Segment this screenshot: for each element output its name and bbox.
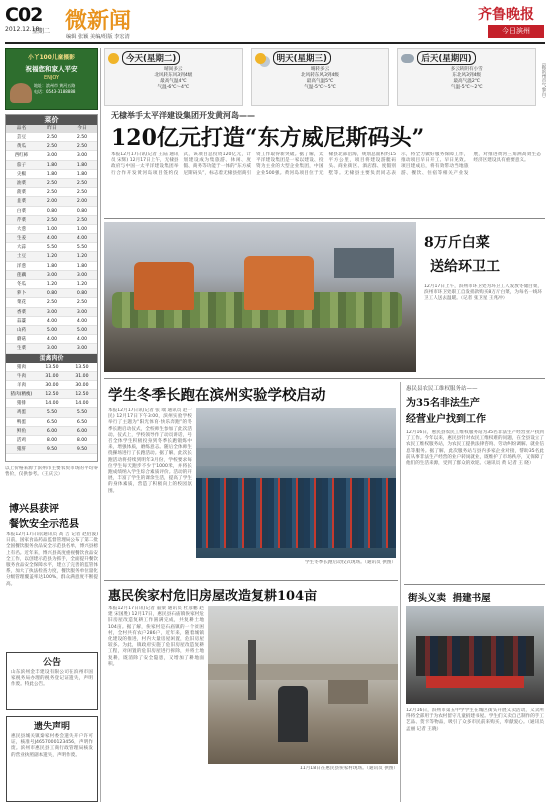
price-row — [6, 298, 97, 307]
main-rule — [104, 218, 545, 219]
ad-enjoy: ENJOY — [43, 75, 60, 81]
price-cell-name: 鸡蛋 — [16, 410, 27, 416]
price-row — [6, 427, 97, 436]
price-row — [6, 436, 97, 445]
street-photo — [406, 606, 544, 704]
main-kicker: 无棣举手太平洋建设集团开发黄河岛—— — [111, 111, 255, 120]
page-number: C02 — [5, 4, 43, 26]
price-row — [6, 408, 97, 417]
price-cell-today: 6.50 — [76, 419, 88, 425]
ad-photos — [6, 81, 97, 105]
price-cell-name: 大葱 — [16, 226, 27, 232]
price-cell-name: 莲藕 — [16, 272, 27, 278]
price-cell-yesterday: 8.00 — [46, 438, 58, 443]
price-cell-yesterday: 2.50 — [46, 135, 58, 140]
demolition-line — [208, 664, 398, 680]
illegal-headline-2: 经营业户找到工作 — [406, 414, 486, 425]
poverty-body-right — [208, 776, 398, 802]
lost-box — [6, 716, 98, 802]
price-cell-yesterday: 2.00 — [46, 199, 58, 205]
price-cell-yesterday: 3.00 — [46, 272, 58, 278]
price-cell-today: 1.80 — [76, 162, 88, 168]
runners-crowd — [196, 478, 396, 548]
price-cell-yesterday: 3.00 — [46, 309, 58, 315]
price-cell-today: 4.00 — [76, 236, 88, 242]
col-yesterday: 昨日 — [47, 126, 57, 131]
cabbage-headline-2: 送给环卫工 — [430, 259, 500, 275]
street-body: 12月16日，滨州市第五中学学生在城区街头开展义卖活动，义卖所得将全部用于为农村留守儿童捐建书屋。学生们义卖自己制作的手工艺品、贺卡等物品，吸引了众多市民前来购买，奉献爱心。（通讯员 孟丽 记者 王晓） — [406, 708, 544, 732]
meat-rows — [6, 363, 97, 455]
price-cell-name: 猪肉(精瘦) — [10, 392, 33, 398]
price-cell-name: 生菜 — [16, 346, 27, 352]
price-cell-name: 大蒜 — [16, 245, 27, 251]
price-cell-name: 生姜 — [16, 236, 27, 242]
price-cell-name: 蘑菇 — [16, 337, 27, 343]
price-row — [6, 161, 97, 170]
price-cell-yesterday: 4.00 — [46, 318, 58, 324]
price-cell-yesterday: 2.50 — [46, 190, 58, 196]
price-cell-today: 3.00 — [76, 272, 88, 278]
price-cell-yesterday: 3.00 — [46, 153, 58, 159]
tree — [248, 640, 256, 700]
price-cell-today: 2.50 — [76, 190, 88, 196]
price-panel — [5, 114, 98, 462]
price-cell-today: 4.00 — [76, 337, 88, 343]
issue-date: 2012.12.18 — [5, 26, 40, 33]
meat-title: 蛋禽肉价 — [6, 354, 97, 363]
price-row — [6, 133, 97, 142]
price-cell-yesterday: 1.20 — [46, 282, 58, 287]
price-cell-today: 0.80 — [76, 208, 88, 214]
price-cell-today: 30.00 — [75, 382, 89, 388]
price-cell-today: 1.00 — [76, 226, 88, 232]
price-cell-name: 猪排 — [16, 401, 27, 407]
notice-body: 山东滨州金丰建设有限公司在滨州市国家税务局办理的税务登记证遗失，声明作废。特此公告。 — [11, 670, 93, 688]
price-row — [6, 142, 97, 151]
price-cell-today: 1.80 — [76, 171, 88, 177]
price-cell-yesterday: 2.50 — [46, 180, 58, 186]
notice-title: 公告 — [42, 658, 61, 668]
paper-name: 齐鲁晚报 — [478, 7, 534, 23]
charity-banner — [426, 676, 524, 688]
price-cell-today: 13.50 — [75, 364, 89, 370]
ad-slogan: 祝福您和家人平安 — [25, 65, 78, 73]
ad-title: 小丫100儿童摄影 — [28, 55, 75, 61]
weather-range: 气温-5℃～5℃ — [304, 85, 336, 90]
price-cell-yesterday: 4.00 — [46, 236, 58, 242]
price-cell-yesterday: 5.50 — [46, 245, 58, 251]
poverty-body: 本报12月17日讯(记者 董梁 通讯员 杜彦鹏 赵建 宋国胜) 12月17日，惠民县石庙镇俟家村危旧房屋改造复耕工作圆满完成，共复耕土地104亩。据了解，俟家村是石庙镇的一个贫困村，全村共有农户286户，近年来，随着城镇化建设的推进，村内大量房屋闲置，危旧房屋较多。为此，镇政府实施了危旧房屋改造复耕工程，对闲置的危旧房屋进行拆除，并将土地复耕，既消除了安全隐患，又增加了耕地面积。 — [108, 606, 204, 667]
lost-title: 遗失声明 — [33, 722, 70, 732]
weather-title: 今天(星期二) — [122, 51, 180, 65]
masthead-rule — [5, 42, 545, 44]
price-cell-name: 鸭蛋 — [16, 419, 27, 425]
weather-card-dayafter — [397, 48, 536, 106]
price-cell-today: 12.50 — [75, 392, 89, 398]
price-cell-name: 白菜 — [16, 208, 27, 214]
students-group — [416, 636, 534, 676]
price-cell-yesterday: 3.00 — [46, 346, 58, 352]
poverty-headline: 惠民俟家村危旧房屋改造复耕104亩 — [108, 589, 318, 604]
price-cell-today: 3.00 — [76, 309, 88, 315]
weather-title: 明天(星期三) — [273, 51, 331, 65]
price-cell-today: 2.50 — [76, 180, 88, 186]
weather-panel — [104, 48, 536, 106]
price-cell-name: 冬瓜 — [16, 282, 27, 287]
ad-box — [5, 48, 98, 110]
price-cell-name: 香菜 — [16, 309, 27, 315]
weather-high: 最高气温5℃ — [306, 79, 334, 84]
school-body-cont — [108, 536, 192, 576]
price-row — [6, 399, 97, 408]
school-body: 本报12月17日讯(记者 张 端 通讯员 赵一民) 12月17日下午3:00，滨州实验学校举行了主题为“阳光体育·快乐奔跑”的冬季长跑启动仪式，全校师生参加了此次活动。仪式上，学校领导作了动员讲话，号召全体学生积极投身到冬季长跑锻炼中来，增强体质，磨练意志。随后全体师生绕操场进行了长跑活动。据了解，此次长跑活动将持续到明年3月份，学校要求每位学生每天跑步不少于1000米，并将长跑成绩纳入学生综合素质评价。活动的开展，丰富了学生的课余生活，提高了学生的身体素质，营造了积极向上的校园氛围。 — [108, 408, 192, 494]
cabbage-photo — [104, 222, 416, 372]
ad-child-photo — [10, 83, 32, 103]
illegal-headline-1: 为35名非法生产 — [406, 398, 480, 409]
price-row — [6, 234, 97, 243]
right-col-divider — [400, 382, 401, 802]
price-cell-today: 2.50 — [76, 135, 88, 140]
main-headline: 120亿元打造“东方威尼斯码头” — [111, 125, 425, 151]
school-photo — [196, 408, 396, 558]
price-cell-yesterday: 9.50 — [46, 447, 58, 453]
price-cell-name: 芸豆 — [16, 135, 27, 140]
price-cell-name: 芹菜 — [16, 217, 27, 223]
sun-cloud-icon — [255, 53, 266, 64]
price-cell-name: 菠菜 — [16, 190, 27, 196]
cabbage-rule — [104, 378, 545, 379]
price-cell-yesterday: 6.00 — [46, 428, 58, 434]
boxing-body: 本报12月17日讯(通讯员 高 吉 记者 赵佰波)日前，国家食品药品监督管理局公布了第二批全国餐饮服务食品安全示范县名单，博兴县榜上有名。近年来，博兴县高度重视餐饮食品安全工作，以创建示范县为抓手，全面提升餐饮服务食品安全保障水平，建立了完善的监管体系，加大了执法检查力度，餐饮服务单位量化分级管理覆盖率达100%，群众满意度不断提高。 — [6, 532, 98, 587]
price-row — [6, 308, 97, 317]
price-cell-yesterday: 6.50 — [46, 419, 58, 425]
price-row — [6, 179, 97, 188]
notice-box — [6, 652, 98, 710]
weather-high: 最高气温4℃ — [160, 79, 187, 84]
price-cell-yesterday: 5.50 — [46, 410, 58, 416]
price-cell-name: 茄子 — [16, 162, 27, 168]
price-cell-yesterday: 2.50 — [46, 144, 58, 150]
boxing-headline-2: 餐饮安全示范县 — [9, 519, 79, 530]
price-row — [6, 243, 97, 252]
price-cell-yesterday: 1.20 — [46, 254, 58, 260]
price-cell-today: 9.50 — [76, 447, 88, 453]
weather-wind: 北风转东风3到4级 — [301, 73, 340, 78]
weather-wind: 北风转东风3到4级 — [154, 73, 193, 78]
editors-credit: 编辑 张颖 美编/组版 李宏清 — [66, 34, 130, 40]
weather-desc: 晴间多云 — [164, 67, 183, 72]
price-cell-today: 0.80 — [76, 291, 88, 297]
illegal-kicker: 惠民县农民工维权服务站—— — [406, 386, 478, 392]
paper-sub-badge: 今日滨州 — [488, 25, 544, 38]
price-row — [6, 363, 97, 372]
price-cell-yesterday: 1.00 — [46, 226, 58, 232]
price-row — [6, 289, 97, 298]
price-cell-yesterday: 30.00 — [45, 382, 59, 388]
price-cell-yesterday: 1.80 — [46, 171, 58, 177]
weather-source: （据滨州市气象台） — [541, 60, 546, 101]
price-row — [6, 280, 97, 289]
illegal-body: 12月16日，惠民县农民工维权服务站为35名非法生产经营业户找到了工作。今年以来，惠民县针对农民工维权难的问题，在全县设立了农民工维权服务站，为农民工提供法律咨询、劳动纠纷调解、就业信息等服务。据了解，此次服务站与县内多家企业对接，帮助35名此前从事非法生产经营的业户转岗就业，既维护了市场秩序，又保障了他们的生活来源，受到了群众的欢迎。（通讯员 黄 记者 王 晓） — [406, 430, 544, 467]
price-cell-yesterday: 14.00 — [45, 401, 59, 407]
price-cell-yesterday: 0.80 — [46, 208, 58, 214]
price-cell-today: 31.00 — [75, 373, 89, 379]
weather-desc: 多云转阴有小雪 — [450, 67, 483, 72]
price-cell-yesterday: 1.80 — [46, 263, 58, 269]
price-row — [6, 335, 97, 344]
price-row — [6, 418, 97, 427]
price-cell-today: 5.00 — [76, 327, 88, 333]
price-cell-name: 猪肉 — [16, 364, 27, 370]
price-cell-today: 2.00 — [76, 199, 88, 205]
price-cell-yesterday: 1.80 — [46, 162, 58, 168]
price-row — [6, 262, 97, 271]
man-figure — [278, 686, 308, 742]
lost-body: 惠民县城关镇秦家村委会遗失开户许可证，核准号J4657000123456，声明作废。滨州市惠民县工商行政管理局核发的营业执照副本遗失，声明作废。 — [11, 734, 93, 758]
price-cell-today: 8.00 — [76, 438, 88, 443]
price-row — [6, 151, 97, 160]
price-cell-yesterday: 0.80 — [46, 291, 58, 297]
weather-range: 气温-5℃～2℃ — [450, 85, 483, 90]
price-cell-today: 5.50 — [76, 410, 88, 416]
school-building — [196, 448, 396, 466]
price-cell-today: 2.50 — [76, 217, 88, 223]
price-row — [6, 326, 97, 335]
price-cell-today: 1.80 — [76, 263, 88, 269]
price-cell-today: 1.20 — [76, 254, 88, 260]
col-name: 品名 — [16, 126, 27, 131]
price-cell-yesterday: 2.50 — [46, 217, 58, 223]
price-row — [6, 344, 97, 353]
poverty-photo — [208, 606, 398, 764]
price-cell-today: 6.00 — [76, 428, 88, 434]
price-cell-name: 山药 — [16, 327, 27, 333]
price-title: 菜价 — [6, 115, 97, 125]
price-cell-name: 羊肉 — [16, 382, 27, 388]
sun-icon — [108, 53, 119, 64]
price-row — [6, 188, 97, 197]
weather-range: 气温-6℃～4℃ — [157, 85, 190, 90]
price-cell-name: 油菜 — [16, 180, 27, 186]
price-row — [6, 390, 97, 399]
price-cell-yesterday: 4.00 — [46, 337, 58, 343]
street-headline: 街头义卖 捐建书屋 — [408, 593, 491, 604]
price-cell-today: 2.50 — [76, 144, 88, 150]
poverty-caption: 11月18日在惠民县俟家村现场。（通讯员 供图） — [299, 766, 398, 771]
school-headline: 学生冬季长跑在滨州实验学校启动 — [108, 387, 326, 404]
price-cell-name: 活鸡 — [16, 438, 27, 443]
price-cell-name: 蒜薹 — [16, 318, 27, 324]
poverty-rule — [104, 580, 398, 581]
price-cell-today: 1.20 — [76, 282, 88, 287]
price-cell-name: 韭菜 — [16, 199, 27, 205]
weather-wind: 东北风3到4级 — [452, 73, 482, 78]
weather-desc: 晴转多云 — [310, 67, 330, 72]
school-body-right — [300, 568, 396, 578]
price-cell-today: 14.00 — [75, 401, 89, 407]
price-cell-name: 萝卜 — [16, 291, 27, 297]
price-cell-name: 牛肉 — [16, 373, 27, 379]
cabbage-body: 12月17日上午，滨州市环卫处为环卫工人发放冬储白菜，滨州市环卫处职工自发捐款购买8万斤白菜，为每名一线环卫工人送去温暖。（记者 张卫星 王兆冲） — [424, 284, 542, 302]
price-row — [6, 317, 97, 326]
price-cell-today: 3.00 — [76, 346, 88, 352]
price-cell-yesterday: 12.50 — [45, 392, 59, 398]
school-caption: 学生冬季长跑启动仪式现场。（通讯员 供图） — [304, 560, 396, 565]
price-cell-name: 西红柿 — [14, 153, 29, 159]
street-rule — [404, 584, 545, 585]
cabbage-headline-1: 8万斤白菜 — [424, 235, 490, 251]
worker-group-2 — [244, 256, 314, 310]
main-body: 本报12月17日讯(记者 王陆 通讯员 宋辉) 12月17日上午，无棣县政府与中国一太平洋建设集团举行合作开发黄河岛项目签约仪式，该项目总投资120亿元，计划建设成为集旅游、休闲、度假、商务等功能于一体的“东方威尼斯码头”，标志着无棣县招商引资工作取得新突破。据了解，太平洋建设集团是一家以建设、投资为主业的大型企业集团，中国企业500强。黄河岛项目位于无棣县北部沿海，规划总面积约15平方公里，项目将建设游艇码头、商业街区、酒店群、度假别墅等。无棣县主要负责同志表示，将全力做好服务保障工作，推动项目早日开工、早日见效。项目建成后，将有效带动当地旅游、餐饮、住宿等相关产业发展，对推进黄河三角洲高效生态经济区建设具有重要意义。 — [111, 152, 541, 176]
price-cell-today: 5.50 — [76, 245, 88, 251]
price-row — [6, 225, 97, 234]
price-row — [6, 216, 97, 225]
price-cell-today: 4.00 — [76, 318, 88, 324]
weather-card-today — [104, 48, 243, 106]
left-col-divider — [100, 48, 101, 802]
col-today: 今日 — [77, 126, 87, 131]
price-cell-name: 黄瓜 — [16, 144, 27, 150]
price-cell-today: 3.00 — [76, 153, 88, 159]
price-row — [6, 381, 97, 390]
price-cell-yesterday: 5.00 — [46, 327, 58, 333]
rubble — [328, 680, 368, 704]
price-cell-name: 尖椒 — [16, 171, 27, 177]
price-cell-yesterday: 31.00 — [45, 373, 59, 379]
ad-address: 地址：滨州市 黄河五路 — [34, 83, 76, 88]
price-row — [6, 372, 97, 381]
price-cell-name: 鲜鱼 — [16, 428, 27, 434]
price-cell-yesterday: 13.50 — [45, 364, 59, 370]
price-row — [6, 170, 97, 179]
price-row — [6, 197, 97, 206]
price-cell-yesterday: 2.50 — [46, 300, 58, 306]
boxing-headline-1: 博兴县获评 — [9, 504, 59, 515]
price-header — [6, 125, 97, 133]
price-rows — [6, 133, 97, 354]
price-row — [6, 252, 97, 261]
worker-group — [134, 262, 194, 310]
price-row — [6, 445, 97, 454]
issue-weekday: 星期二 — [32, 28, 51, 35]
price-row — [6, 271, 97, 280]
price-cell-today: 2.50 — [76, 300, 88, 306]
section-logo: 微新闻 — [65, 8, 132, 34]
ad-phone: 电话：0543-3188888 — [34, 89, 76, 94]
weather-high: 最高气温2℃ — [453, 79, 480, 84]
weather-card-tomorrow — [251, 48, 390, 106]
price-row — [6, 207, 97, 216]
truck — [334, 248, 394, 278]
price-cell-name: 洋葱 — [16, 263, 27, 269]
price-note: 以上价格来源于滨州市主要农贸市场的平均零售价，仅供参考。（王庆云） — [5, 466, 98, 478]
cloud-snow-icon — [401, 54, 414, 63]
price-cell-name: 菜花 — [16, 300, 27, 306]
price-cell-name: 猪肝 — [16, 447, 27, 453]
price-cell-name: 土豆 — [16, 254, 27, 260]
weather-title: 后天(星期四) — [417, 51, 475, 65]
